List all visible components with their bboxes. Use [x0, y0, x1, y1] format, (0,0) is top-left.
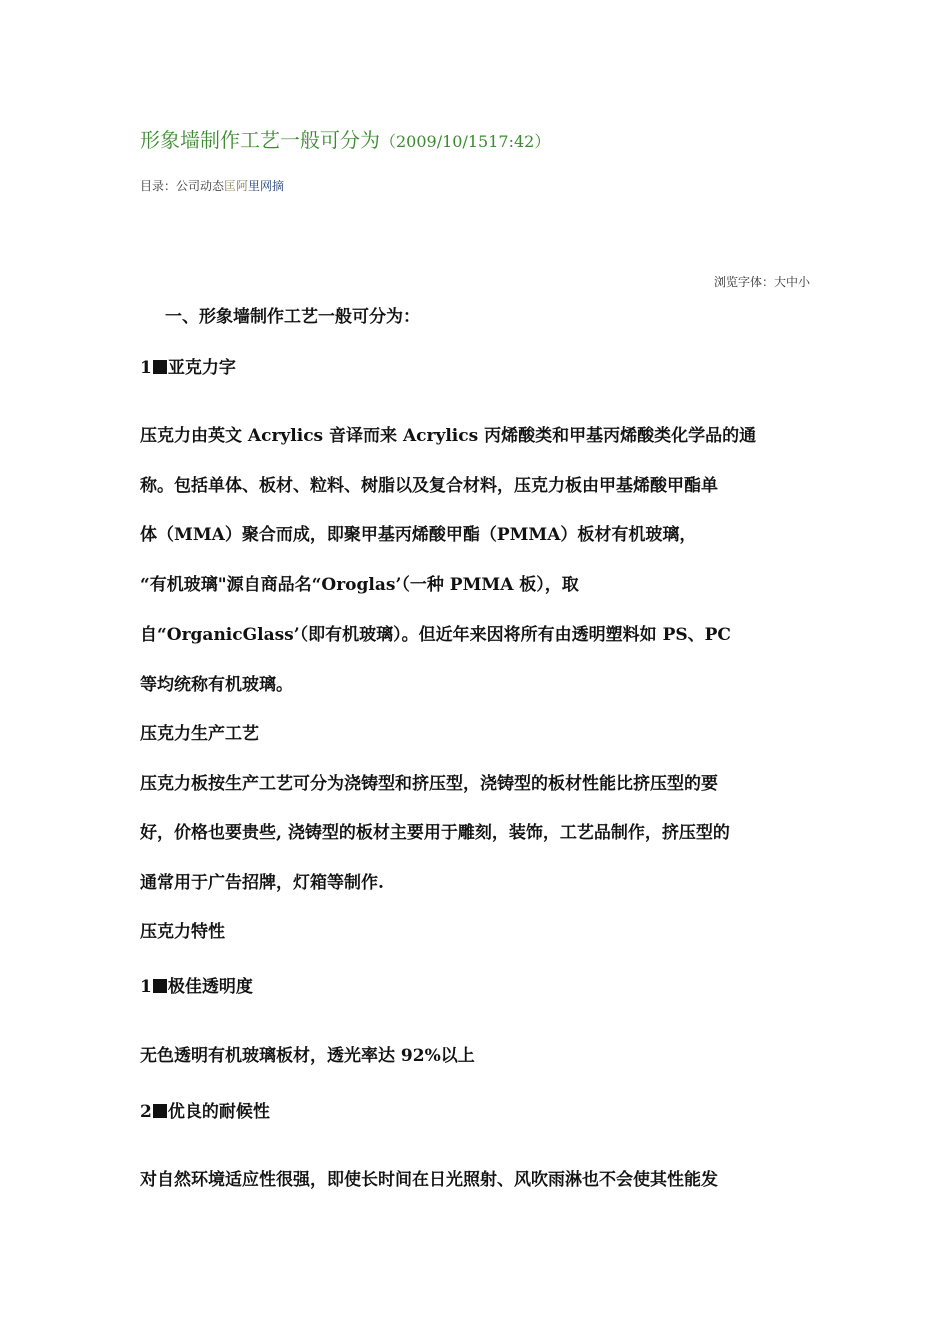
feature-number: 2 [140, 1102, 152, 1122]
feature-number: 1 [140, 977, 152, 997]
catalog-line [140, 177, 284, 194]
feature-title: 优良的耐候性 [167, 1102, 270, 1122]
subsection-number: 1 [140, 358, 152, 378]
paragraph-line: 等均统称有机玻璃。 [140, 675, 293, 695]
paragraph-line: 通常用于广告招牌，灯箱等制作. [140, 873, 384, 893]
paragraph-line: 好，价格也要贵些, 浇铸型的板材主要用于雕刻，装饰，工艺品制作，挤压型的 [140, 823, 730, 843]
feature-weather [140, 1097, 820, 1122]
paragraph-line: 体（MMA）聚合而成，即聚甲基丙烯酸甲酯（PMMA）板材有机玻璃， [140, 525, 697, 545]
article-title [140, 124, 550, 153]
feature-text: 无色透明有机玻璃板材，透光率达 92%以上 [140, 1046, 475, 1066]
square-bullet-icon [153, 1104, 167, 1118]
feature-transparency [140, 972, 820, 997]
section-heading: 一、形象墙制作工艺一般可分为： [165, 307, 420, 327]
title-text: 形象墙制作工艺一般可分为 [140, 128, 380, 152]
subsection-acrylic [140, 353, 820, 378]
catalog-part3[interactable]: 里网摘 [248, 179, 285, 193]
subheading-properties: 压克力特性 [140, 922, 225, 942]
title-date: （2009/10/1517:42） [380, 132, 551, 151]
feature-text: 对自然环境适应性很强，即使长时间在日光照射、风吹雨淋也不会使其性能发 [140, 1170, 718, 1190]
paragraph-line: “有机玻璃"源自商品名“Oroglas’（一种 PMMA 板），取 [140, 575, 579, 595]
catalog-part2[interactable]: 匡阿 [224, 179, 249, 193]
paragraph-line: 压克力板按生产工艺可分为浇铸型和挤压型，浇铸型的板材性能比挤压型的要 [140, 774, 718, 794]
subsection-title: 亚克力字 [167, 358, 236, 378]
catalog-prefix[interactable]: 目录：公司动态 [140, 179, 225, 193]
square-bullet-icon [153, 360, 167, 374]
subheading-process: 压克力生产工艺 [140, 724, 259, 744]
paragraph-line: 称。包括单体、板材、粒料、树脂以及复合材料，压克力板由甲基烯酸甲酯单 [140, 476, 718, 496]
font-size-control[interactable]: 浏览字体：大中小 [713, 275, 810, 289]
paragraph-line: 压克力由英文 Acrylics 音译而来 Acrylics 丙烯酸类和甲基丙烯酸类化学品的通 [140, 426, 757, 446]
square-bullet-icon [153, 979, 167, 993]
feature-title: 极佳透明度 [167, 977, 253, 997]
paragraph-line: 自“OrganicGlass’（即有机玻璃）。但近年来因将所有由透明塑料如 PS、PC [140, 625, 731, 645]
